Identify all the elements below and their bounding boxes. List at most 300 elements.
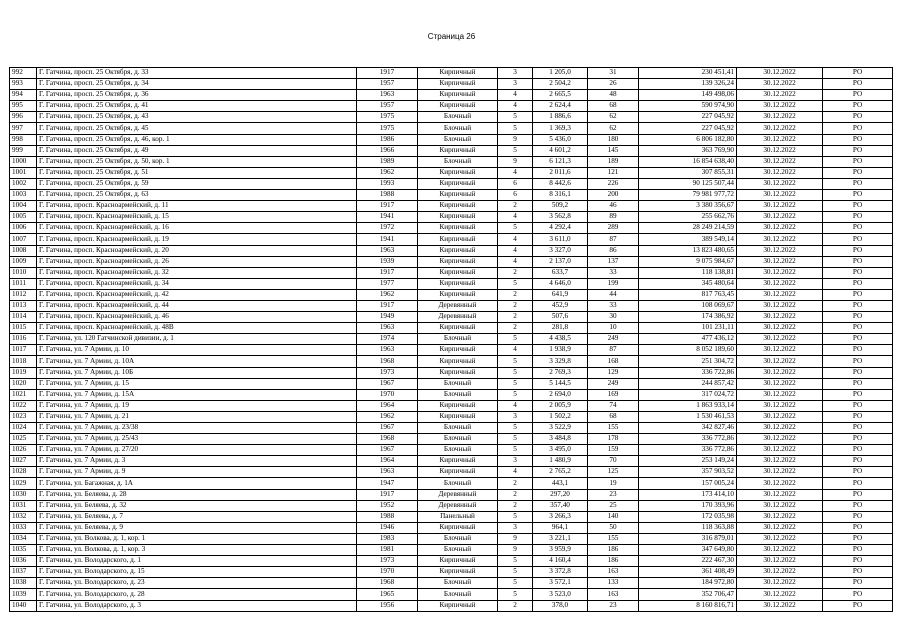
cell-apartments: 10 — [588, 323, 639, 334]
cell-responsible: РО — [823, 389, 893, 400]
cell-cost: 172 035,98 — [639, 511, 737, 522]
cell-row-number: 1024 — [10, 423, 37, 434]
cell-cost: 361 408,49 — [639, 567, 737, 578]
cell-wall-material: Кирпичный — [418, 178, 498, 189]
cell-build-year: 1968 — [357, 578, 418, 589]
cell-apartments: 186 — [588, 545, 639, 556]
cell-build-year: 1917 — [357, 300, 418, 311]
cell-cost: 157 005,24 — [639, 478, 737, 489]
table-row — [10, 201, 893, 212]
cell-apartments: 226 — [588, 178, 639, 189]
cell-total-area: 641,9 — [533, 289, 588, 300]
cell-floors: 2 — [498, 201, 533, 212]
table-row — [10, 256, 893, 267]
table-row — [10, 434, 893, 445]
table-row — [10, 156, 893, 167]
cell-responsible: РО — [823, 445, 893, 456]
cell-wall-material: Кирпичный — [418, 356, 498, 367]
cell-responsible: РО — [823, 511, 893, 522]
cell-total-area: 6 121,3 — [533, 156, 588, 167]
cell-floors: 4 — [498, 101, 533, 112]
cell-cost: 253 149,24 — [639, 456, 737, 467]
table-row — [10, 345, 893, 356]
cell-row-number: 1003 — [10, 190, 37, 201]
cell-floors: 5 — [498, 423, 533, 434]
cell-row-number: 1000 — [10, 156, 37, 167]
cell-responsible: РО — [823, 323, 893, 334]
cell-cost: 1 530 461,53 — [639, 411, 737, 422]
cell-apartments: 33 — [588, 300, 639, 311]
cell-wall-material: Деревянный — [418, 500, 498, 511]
cell-row-number: 992 — [10, 68, 37, 79]
cell-address: Г. Гатчина, просп. Красноармейский, д. 26 — [37, 256, 357, 267]
cell-floors: 3 — [498, 411, 533, 422]
cell-apartments: 86 — [588, 245, 639, 256]
table-row — [10, 223, 893, 234]
cell-cost: 251 304,72 — [639, 356, 737, 367]
cell-cost: 174 386,92 — [639, 312, 737, 323]
cell-address: Г. Гатчина, ул. 7 Армии, д. 23/38 — [37, 423, 357, 434]
cell-floors: 5 — [498, 123, 533, 134]
cell-cost: 336 722,86 — [639, 367, 737, 378]
cell-build-year: 1975 — [357, 112, 418, 123]
cell-address: Г. Гатчина, просп. 25 Октября, д. 63 — [37, 190, 357, 201]
cell-floors: 9 — [498, 533, 533, 544]
cell-responsible: РО — [823, 478, 893, 489]
table-row — [10, 90, 893, 101]
cell-row-number: 1014 — [10, 312, 37, 323]
cell-address: Г. Гатчина, ул. Володарского, д. 23 — [37, 578, 357, 589]
cell-floors: 5 — [498, 567, 533, 578]
cell-date: 30.12.2022 — [737, 511, 823, 522]
cell-total-area: 3 572,1 — [533, 578, 588, 589]
cell-responsible: РО — [823, 600, 893, 611]
cell-apartments: 23 — [588, 600, 639, 611]
cell-address: Г. Гатчина, ул. 7 Армии, д. 27/20 — [37, 445, 357, 456]
cell-cost: 16 854 638,40 — [639, 156, 737, 167]
table-row — [10, 400, 893, 411]
cell-total-area: 3 221,1 — [533, 533, 588, 544]
cell-apartments: 44 — [588, 289, 639, 300]
table-row — [10, 356, 893, 367]
cell-build-year: 1988 — [357, 190, 418, 201]
table-row — [10, 79, 893, 90]
cell-build-year: 1968 — [357, 434, 418, 445]
table-row — [10, 522, 893, 533]
table-row — [10, 567, 893, 578]
cell-build-year: 1947 — [357, 478, 418, 489]
cell-floors: 3 — [498, 68, 533, 79]
cell-apartments: 137 — [588, 256, 639, 267]
cell-address: Г. Гатчина, ул. Володарского, д. 3 — [37, 600, 357, 611]
cell-address: Г. Гатчина, ул. Володарского, д. 15 — [37, 567, 357, 578]
cell-build-year: 1972 — [357, 223, 418, 234]
cell-responsible: РО — [823, 223, 893, 234]
cell-total-area: 4 646,0 — [533, 278, 588, 289]
cell-build-year: 1965 — [357, 589, 418, 600]
cell-cost: 1 863 933,14 — [639, 400, 737, 411]
cell-row-number: 1031 — [10, 500, 37, 511]
cell-wall-material: Деревянный — [418, 300, 498, 311]
cell-total-area: 2 137,0 — [533, 256, 588, 267]
cell-build-year: 1981 — [357, 545, 418, 556]
cell-wall-material: Кирпичный — [418, 278, 498, 289]
cell-apartments: 168 — [588, 356, 639, 367]
cell-build-year: 1962 — [357, 167, 418, 178]
cell-responsible: РО — [823, 367, 893, 378]
cell-wall-material: Кирпичный — [418, 167, 498, 178]
cell-apartments: 249 — [588, 378, 639, 389]
cell-floors: 4 — [498, 400, 533, 411]
cell-address: Г. Гатчина, ул. 7 Армии, д. 19 — [37, 400, 357, 411]
cell-row-number: 1017 — [10, 345, 37, 356]
cell-date: 30.12.2022 — [737, 556, 823, 567]
cell-responsible: РО — [823, 245, 893, 256]
cell-address: Г. Гатчина, просп. 25 Октября, д. 51 — [37, 167, 357, 178]
table-row — [10, 101, 893, 112]
cell-wall-material: Кирпичный — [418, 201, 498, 212]
cell-total-area: 3 327,0 — [533, 245, 588, 256]
cell-responsible: РО — [823, 190, 893, 201]
cell-responsible: РО — [823, 567, 893, 578]
cell-apartments: 133 — [588, 578, 639, 589]
cell-apartments: 87 — [588, 234, 639, 245]
cell-apartments: 155 — [588, 533, 639, 544]
cell-wall-material: Блочный — [418, 378, 498, 389]
cell-row-number: 1016 — [10, 334, 37, 345]
cell-wall-material: Панельный — [418, 511, 498, 522]
table-row — [10, 511, 893, 522]
cell-apartments: 62 — [588, 112, 639, 123]
table-row — [10, 323, 893, 334]
cell-address: Г. Гатчина, просп. 25 Октября, д. 36 — [37, 90, 357, 101]
cell-total-area: 378,0 — [533, 600, 588, 611]
cell-build-year: 1989 — [357, 156, 418, 167]
cell-wall-material: Кирпичный — [418, 101, 498, 112]
cell-build-year: 1956 — [357, 600, 418, 611]
cell-cost: 149 498,06 — [639, 90, 737, 101]
cell-build-year: 1988 — [357, 511, 418, 522]
cell-wall-material: Блочный — [418, 389, 498, 400]
cell-total-area: 1 205,0 — [533, 68, 588, 79]
cell-floors: 6 — [498, 190, 533, 201]
cell-date: 30.12.2022 — [737, 334, 823, 345]
table-row — [10, 212, 893, 223]
cell-date: 30.12.2022 — [737, 201, 823, 212]
cell-wall-material: Кирпичный — [418, 145, 498, 156]
cell-apartments: 87 — [588, 345, 639, 356]
cell-total-area: 2 665,5 — [533, 90, 588, 101]
cell-floors: 4 — [498, 212, 533, 223]
cell-date: 30.12.2022 — [737, 411, 823, 422]
cell-responsible: РО — [823, 334, 893, 345]
cell-build-year: 1957 — [357, 101, 418, 112]
cell-row-number: 1020 — [10, 378, 37, 389]
cell-date: 30.12.2022 — [737, 578, 823, 589]
cell-row-number: 999 — [10, 145, 37, 156]
cell-total-area: 507,6 — [533, 312, 588, 323]
cell-date: 30.12.2022 — [737, 533, 823, 544]
cell-row-number: 1002 — [10, 178, 37, 189]
cell-apartments: 163 — [588, 567, 639, 578]
cell-total-area: 964,1 — [533, 522, 588, 533]
cell-apartments: 129 — [588, 367, 639, 378]
cell-build-year: 1917 — [357, 201, 418, 212]
cell-wall-material: Кирпичный — [418, 90, 498, 101]
cell-responsible: РО — [823, 112, 893, 123]
table-row — [10, 411, 893, 422]
cell-date: 30.12.2022 — [737, 500, 823, 511]
cell-floors: 5 — [498, 356, 533, 367]
cell-total-area: 357,40 — [533, 500, 588, 511]
cell-floors: 5 — [498, 112, 533, 123]
cell-wall-material: Блочный — [418, 434, 498, 445]
cell-floors: 5 — [498, 556, 533, 567]
cell-responsible: РО — [823, 467, 893, 478]
cell-wall-material: Деревянный — [418, 312, 498, 323]
cell-wall-material: Кирпичный — [418, 289, 498, 300]
cell-row-number: 1011 — [10, 278, 37, 289]
cell-address: Г. Гатчина, просп. Красноармейский, д. 42 — [37, 289, 357, 300]
cell-responsible: РО — [823, 411, 893, 422]
cell-total-area: 3 495,0 — [533, 445, 588, 456]
cell-cost: 345 480,64 — [639, 278, 737, 289]
cell-build-year: 1964 — [357, 400, 418, 411]
cell-total-area: 4 601,2 — [533, 145, 588, 156]
cell-responsible: РО — [823, 378, 893, 389]
cell-apartments: 163 — [588, 589, 639, 600]
table-row — [10, 334, 893, 345]
cell-date: 30.12.2022 — [737, 478, 823, 489]
cell-row-number: 1025 — [10, 434, 37, 445]
cell-address: Г. Гатчина, просп. Красноармейский, д. 16 — [37, 223, 357, 234]
cell-row-number: 1029 — [10, 478, 37, 489]
cell-address: Г. Гатчина, просп. Красноармейский, д. 15 — [37, 212, 357, 223]
cell-wall-material: Кирпичный — [418, 556, 498, 567]
cell-address: Г. Гатчина, ул. Волкова, д. 1, кор. 1 — [37, 533, 357, 544]
cell-responsible: РО — [823, 356, 893, 367]
cell-total-area: 443,1 — [533, 478, 588, 489]
cell-responsible: РО — [823, 556, 893, 567]
cell-date: 30.12.2022 — [737, 256, 823, 267]
cell-date: 30.12.2022 — [737, 79, 823, 90]
cell-floors: 4 — [498, 167, 533, 178]
cell-apartments: 50 — [588, 522, 639, 533]
cell-apartments: 26 — [588, 79, 639, 90]
cell-date: 30.12.2022 — [737, 434, 823, 445]
cell-row-number: 1034 — [10, 533, 37, 544]
cell-wall-material: Блочный — [418, 112, 498, 123]
cell-cost: 352 706,47 — [639, 589, 737, 600]
cell-apartments: 200 — [588, 190, 639, 201]
cell-apartments: 186 — [588, 556, 639, 567]
cell-floors: 2 — [498, 500, 533, 511]
cell-address: Г. Гатчина, ул. Беляева, д. 7 — [37, 511, 357, 522]
cell-total-area: 8 316,1 — [533, 190, 588, 201]
cell-floors: 9 — [498, 156, 533, 167]
cell-cost: 317 024,72 — [639, 389, 737, 400]
table-row — [10, 367, 893, 378]
cell-responsible: РО — [823, 489, 893, 500]
cell-apartments: 199 — [588, 278, 639, 289]
table-row — [10, 389, 893, 400]
cell-wall-material: Блочный — [418, 134, 498, 145]
cell-responsible: РО — [823, 345, 893, 356]
table-row — [10, 533, 893, 544]
cell-wall-material: Кирпичный — [418, 212, 498, 223]
cell-address: Г. Гатчина, ул. Беляева, д. 9 — [37, 522, 357, 533]
cell-address: Г. Гатчина, просп. Красноармейский, д. 44 — [37, 300, 357, 311]
table-row — [10, 178, 893, 189]
cell-date: 30.12.2022 — [737, 278, 823, 289]
cell-floors: 2 — [498, 600, 533, 611]
cell-responsible: РО — [823, 178, 893, 189]
cell-wall-material: Кирпичный — [418, 223, 498, 234]
cell-responsible: РО — [823, 212, 893, 223]
cell-wall-material: Кирпичный — [418, 245, 498, 256]
cell-responsible: РО — [823, 423, 893, 434]
table-row — [10, 300, 893, 311]
cell-date: 30.12.2022 — [737, 456, 823, 467]
cell-responsible: РО — [823, 533, 893, 544]
cell-address: Г. Гатчина, ул. 7 Армии, д. 3 — [37, 456, 357, 467]
cell-date: 30.12.2022 — [737, 167, 823, 178]
cell-build-year: 1949 — [357, 312, 418, 323]
cell-wall-material: Кирпичный — [418, 411, 498, 422]
cell-cost: 173 414,10 — [639, 489, 737, 500]
cell-row-number: 993 — [10, 79, 37, 90]
cell-apartments: 140 — [588, 511, 639, 522]
table-row — [10, 123, 893, 134]
cell-total-area: 1 369,3 — [533, 123, 588, 134]
cell-apartments: 178 — [588, 434, 639, 445]
cell-build-year: 1917 — [357, 489, 418, 500]
cell-apartments: 68 — [588, 411, 639, 422]
cell-build-year: 1970 — [357, 389, 418, 400]
cell-apartments: 33 — [588, 267, 639, 278]
housing-register-table — [9, 67, 893, 612]
cell-build-year: 1963 — [357, 323, 418, 334]
cell-cost: 8 052 189,60 — [639, 345, 737, 356]
cell-build-year: 1968 — [357, 356, 418, 367]
cell-address: Г. Гатчина, ул. 7 Армии, д. 21 — [37, 411, 357, 422]
cell-address: Г. Гатчина, ул. 7 Армии, д. 9 — [37, 467, 357, 478]
cell-date: 30.12.2022 — [737, 589, 823, 600]
cell-date: 30.12.2022 — [737, 123, 823, 134]
cell-date: 30.12.2022 — [737, 545, 823, 556]
cell-date: 30.12.2022 — [737, 134, 823, 145]
cell-floors: 3 — [498, 79, 533, 90]
page-title: Страница 26 — [427, 32, 476, 41]
cell-row-number: 1013 — [10, 300, 37, 311]
cell-address: Г. Гатчина, ул. 7 Армии, д. 10А — [37, 356, 357, 367]
cell-date: 30.12.2022 — [737, 300, 823, 311]
cell-responsible: РО — [823, 500, 893, 511]
cell-address: Г. Гатчина, ул. Волкова, д. 1, кор. 3 — [37, 545, 357, 556]
table-row — [10, 589, 893, 600]
cell-apartments: 31 — [588, 68, 639, 79]
cell-date: 30.12.2022 — [737, 345, 823, 356]
cell-floors: 2 — [498, 289, 533, 300]
cell-date: 30.12.2022 — [737, 112, 823, 123]
cell-row-number: 1007 — [10, 234, 37, 245]
cell-row-number: 1021 — [10, 389, 37, 400]
cell-row-number: 1015 — [10, 323, 37, 334]
cell-address: Г. Гатчина, ул. Беляева, д. 32 — [37, 500, 357, 511]
cell-build-year: 1946 — [357, 522, 418, 533]
cell-address: Г. Гатчина, просп. Красноармейский, д. 32 — [37, 267, 357, 278]
cell-floors: 5 — [498, 434, 533, 445]
cell-row-number: 1022 — [10, 400, 37, 411]
table-row — [10, 445, 893, 456]
cell-apartments: 180 — [588, 134, 639, 145]
cell-address: Г. Гатчина, просп. 25 Октября, д. 33 — [37, 68, 357, 79]
cell-wall-material: Кирпичный — [418, 400, 498, 411]
cell-responsible: РО — [823, 156, 893, 167]
cell-cost: 28 249 214,59 — [639, 223, 737, 234]
cell-responsible: РО — [823, 278, 893, 289]
cell-row-number: 1026 — [10, 445, 37, 456]
cell-row-number: 1039 — [10, 589, 37, 600]
cell-responsible: РО — [823, 123, 893, 134]
cell-total-area: 3 959,9 — [533, 545, 588, 556]
cell-build-year: 1941 — [357, 212, 418, 223]
cell-build-year: 1939 — [357, 256, 418, 267]
cell-floors: 5 — [498, 223, 533, 234]
table-row — [10, 145, 893, 156]
cell-total-area: 8 442,6 — [533, 178, 588, 189]
table-row — [10, 190, 893, 201]
cell-apartments: 121 — [588, 167, 639, 178]
cell-floors: 4 — [498, 345, 533, 356]
cell-address: Г. Гатчина, просп. 25 Октября, д. 59 — [37, 178, 357, 189]
cell-address: Г. Гатчина, просп. Красноармейский, д. 11 — [37, 201, 357, 212]
cell-cost: 139 326,24 — [639, 79, 737, 90]
cell-total-area: 2 005,9 — [533, 400, 588, 411]
cell-total-area: 3 329,8 — [533, 356, 588, 367]
cell-row-number: 1027 — [10, 456, 37, 467]
cell-apartments: 48 — [588, 90, 639, 101]
cell-floors: 3 — [498, 456, 533, 467]
cell-floors: 5 — [498, 578, 533, 589]
cell-build-year: 1977 — [357, 278, 418, 289]
cell-wall-material: Кирпичный — [418, 267, 498, 278]
cell-cost: 347 649,80 — [639, 545, 737, 556]
cell-cost: 90 125 507,44 — [639, 178, 737, 189]
cell-row-number: 1030 — [10, 489, 37, 500]
cell-date: 30.12.2022 — [737, 212, 823, 223]
cell-row-number: 1033 — [10, 522, 37, 533]
cell-wall-material: Кирпичный — [418, 68, 498, 79]
cell-responsible: РО — [823, 434, 893, 445]
cell-cost: 363 769,90 — [639, 145, 737, 156]
cell-apartments: 155 — [588, 423, 639, 434]
cell-total-area: 5 144,5 — [533, 378, 588, 389]
cell-total-area: 297,20 — [533, 489, 588, 500]
cell-total-area: 2 011,6 — [533, 167, 588, 178]
cell-date: 30.12.2022 — [737, 467, 823, 478]
cell-address: Г. Гатчина, ул. Багажная, д. 1А — [37, 478, 357, 489]
cell-floors: 4 — [498, 245, 533, 256]
cell-total-area: 3 372,8 — [533, 567, 588, 578]
cell-date: 30.12.2022 — [737, 400, 823, 411]
cell-address: Г. Гатчина, ул. 120 Гатчинской дивизии, д. 1 — [37, 334, 357, 345]
cell-floors: 2 — [498, 323, 533, 334]
cell-address: Г. Гатчина, просп. 25 Октября, д. 46, кор. 1 — [37, 134, 357, 145]
cell-date: 30.12.2022 — [737, 423, 823, 434]
table-row — [10, 600, 893, 611]
cell-build-year: 1967 — [357, 378, 418, 389]
